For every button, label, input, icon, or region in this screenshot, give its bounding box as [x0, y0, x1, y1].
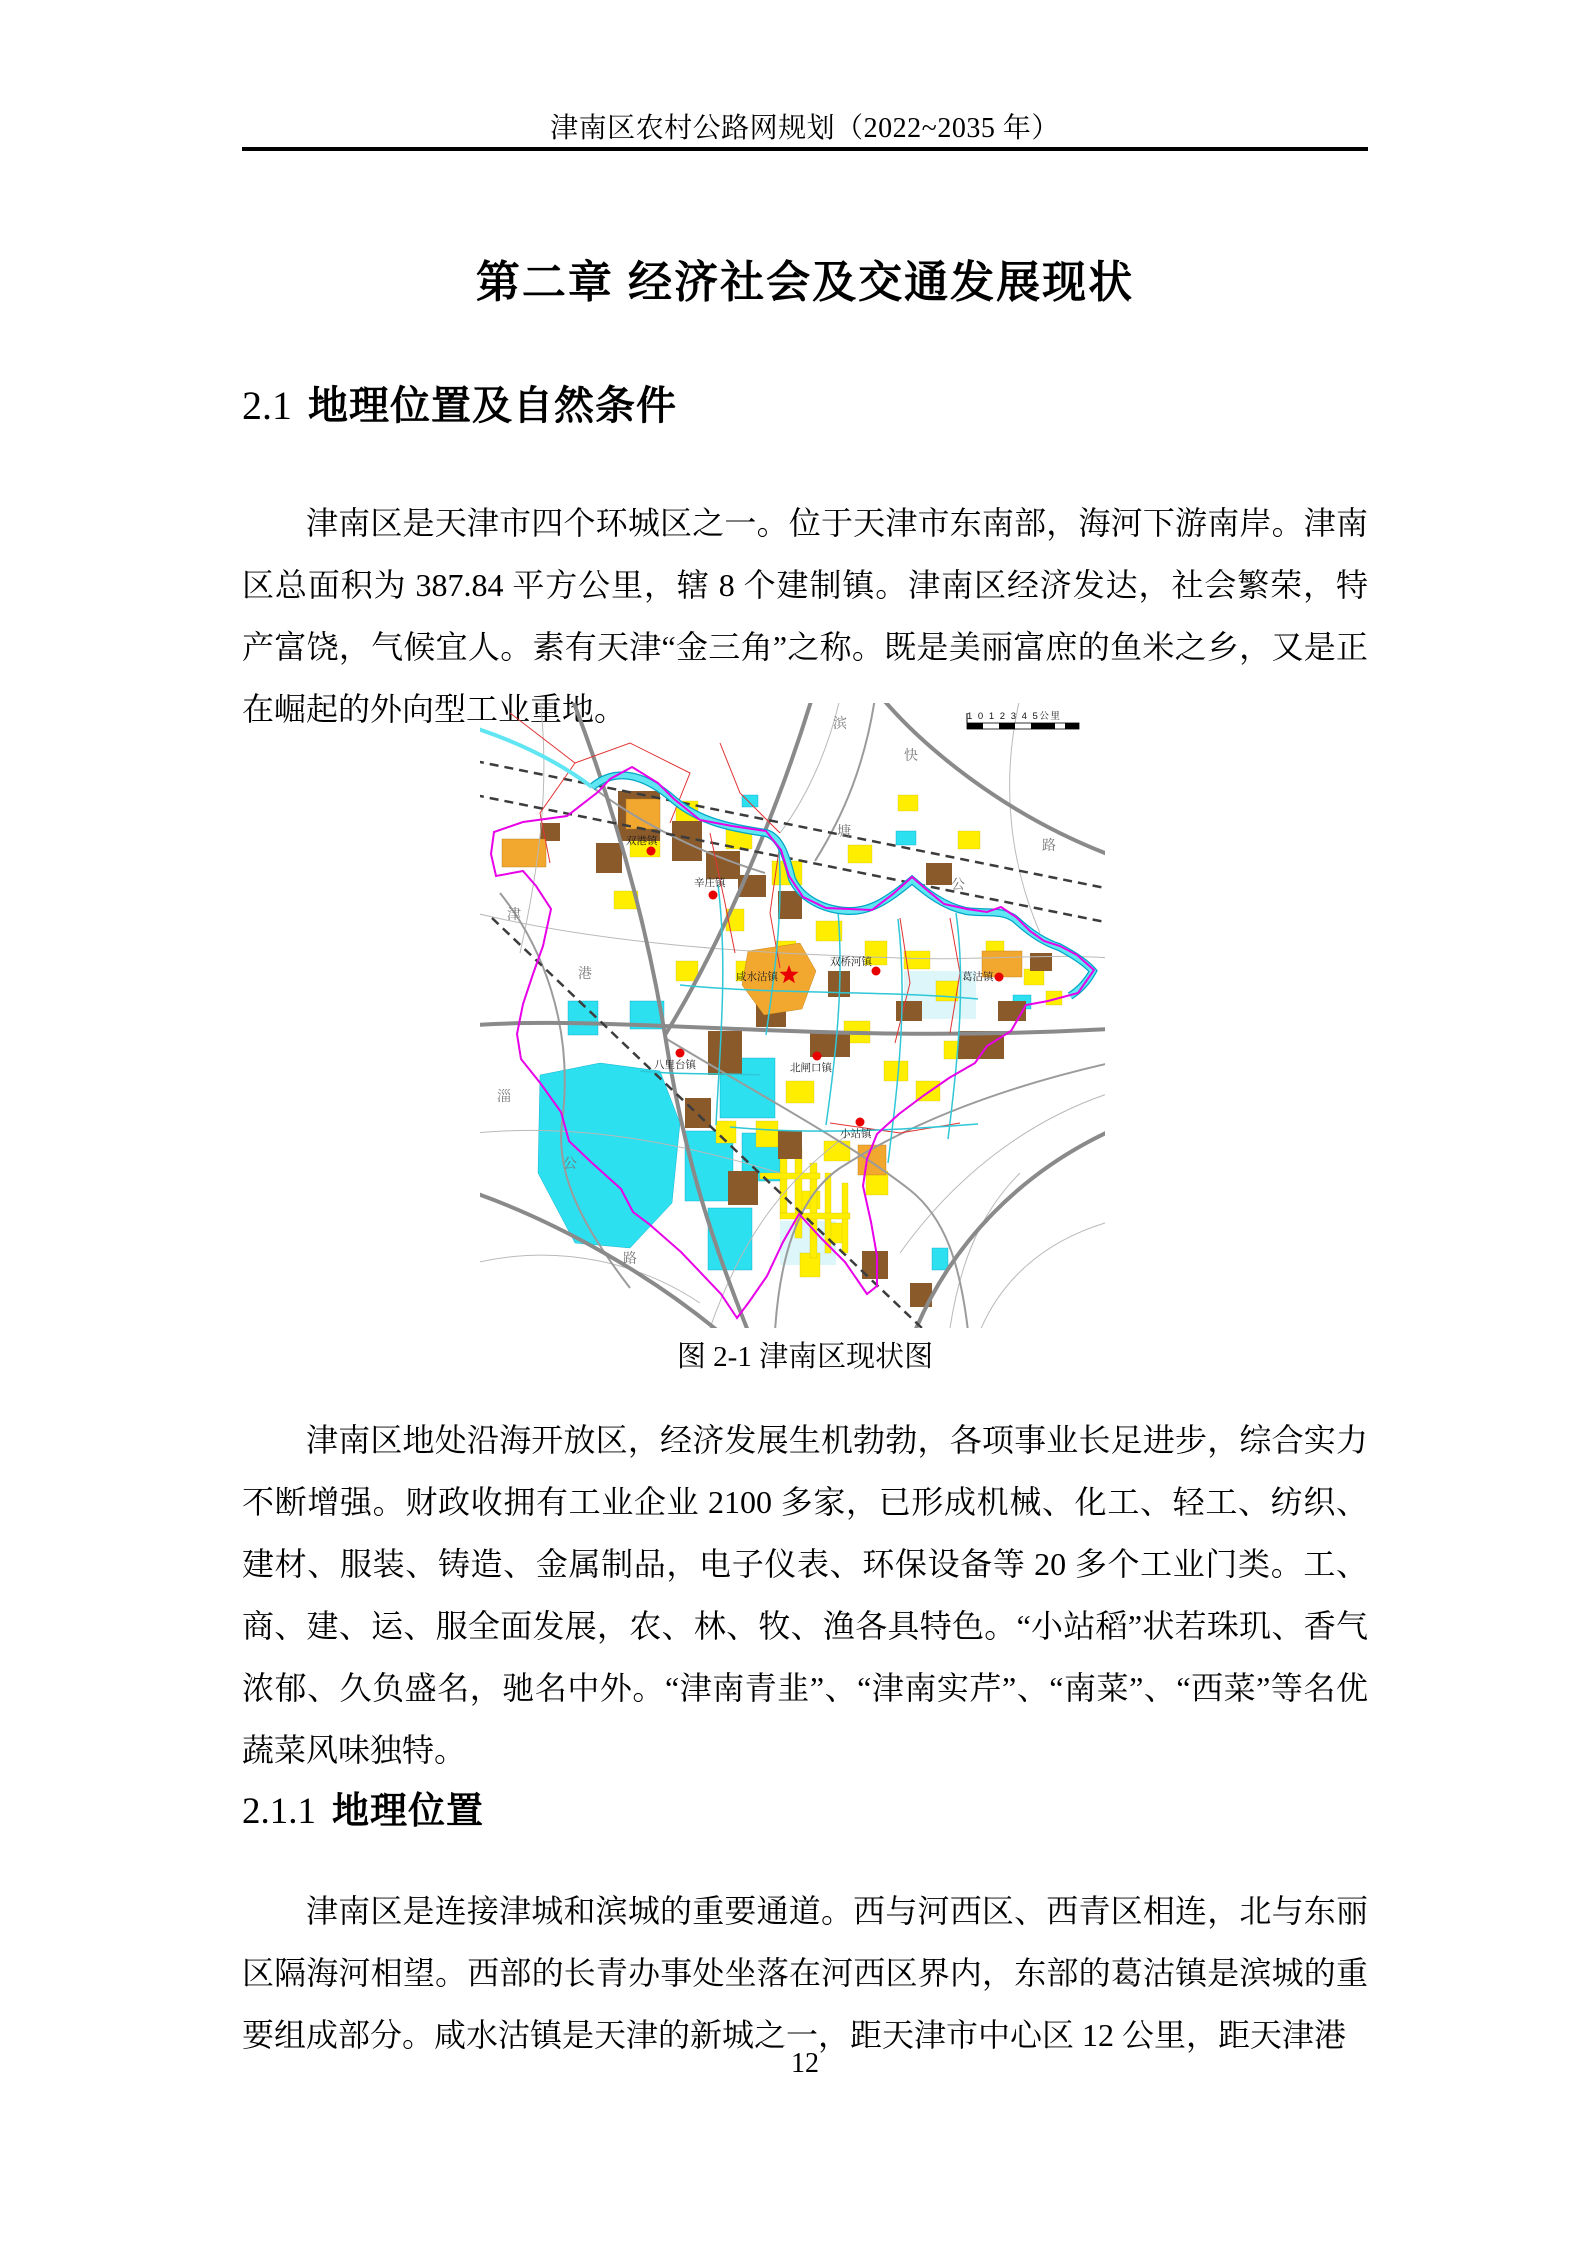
road-name-character: 淄 [497, 1088, 511, 1104]
town-marker [709, 891, 718, 900]
road-name-character: 津 [507, 906, 521, 922]
road-name-character: 塘 [837, 823, 851, 839]
paragraph-geography-intro: 津南区是天津市四个环城区之一。位于天津市东南部，海河下游南岸。津南区总面积为 387.84 平方公里，辖 8 个建制镇。津南区经济发达，社会繁荣，特产富饶，气候宜人。素有天津“金三角”之称。既是美丽富庶的鱼米之乡，又是正在崛起的外向型工业重地。 [242, 505, 1368, 727]
section-heading-2-1 [242, 374, 677, 431]
town-label: 双桥河镇 [830, 956, 872, 968]
figure-caption: 图 2-1 津南区现状图 [676, 1341, 934, 1373]
scale-bar-label: 1 0 1 2 3 4 5公里 [967, 711, 1062, 722]
road-name-character: 路 [1042, 837, 1056, 853]
page-header-title: 津南区农村公路网规划（2022~2035 年） [550, 113, 1060, 144]
town-label: 辛庄镇 [694, 877, 726, 889]
road-name-character: 路 [623, 1250, 637, 1266]
town-marker [813, 1052, 822, 1061]
chapter-title: 第二章 经济社会及交通发展现状 [475, 258, 1135, 307]
section-number: 2.1.1 [242, 1791, 316, 1832]
map-figure [480, 703, 1105, 1328]
section-title: 地理位置 [332, 1790, 484, 1831]
town-label: 北闸口镇 [790, 1062, 832, 1074]
road-name-character: 公 [951, 876, 965, 892]
town-marker [676, 1049, 685, 1058]
paragraph-location: 津南区是连接津城和滨城的重要通道。西与河西区、西青区相连，北与东丽区隔海河相望。西部的长青办事处坐落在河西区界内，东部的葛沽镇是滨城的重要组成部分。咸水沽镇是天津的新城之一，距天津市中心区 12 公里，距天津港 [242, 1893, 1368, 2053]
town-label: 双港镇 [626, 835, 658, 847]
section-number: 2.1 [242, 383, 292, 428]
page-number: 12 [791, 2048, 819, 2079]
town-label: 小站镇 [840, 1128, 872, 1140]
town-label: 八里台镇 [654, 1059, 696, 1071]
paragraph-economy: 津南区地处沿海开放区，经济发展生机勃勃，各项事业长足进步，综合实力不断增强。财政收拥有工业企业 2100 多家，已形成机械、化工、轻工、纺织、建材、服装、铸造、金属制品，电子仪表、环保设备等 20 多个工业门类。工、商、建、运、服全面发展，农、林、牧、渔各具特色。“小站稻”状若珠玑、香气浓郁、久负盛名，驰名中外。“津南青韭”、“津南实芹”、“南菜”、“西菜”等名优蔬菜风味独特。 [242, 1422, 1368, 1768]
town-marker [647, 847, 656, 856]
town-marker [872, 967, 881, 976]
section-heading-2-1-1 [242, 1780, 484, 1834]
road-name-character: 公 [563, 1155, 577, 1171]
town-marker [995, 973, 1004, 982]
town-label: 咸水沽镇 [736, 971, 778, 983]
jinnan-district-map [480, 703, 1105, 1328]
road-name-character: 快 [904, 747, 918, 763]
road-name-character: 滨 [833, 715, 847, 731]
town-label: 葛沽镇 [962, 971, 994, 983]
section-title: 地理位置及自然条件 [308, 384, 677, 428]
header-rule [242, 147, 1368, 151]
map-scale-bar [967, 711, 1079, 729]
town-marker [856, 1118, 865, 1127]
road-name-character: 港 [578, 965, 592, 981]
